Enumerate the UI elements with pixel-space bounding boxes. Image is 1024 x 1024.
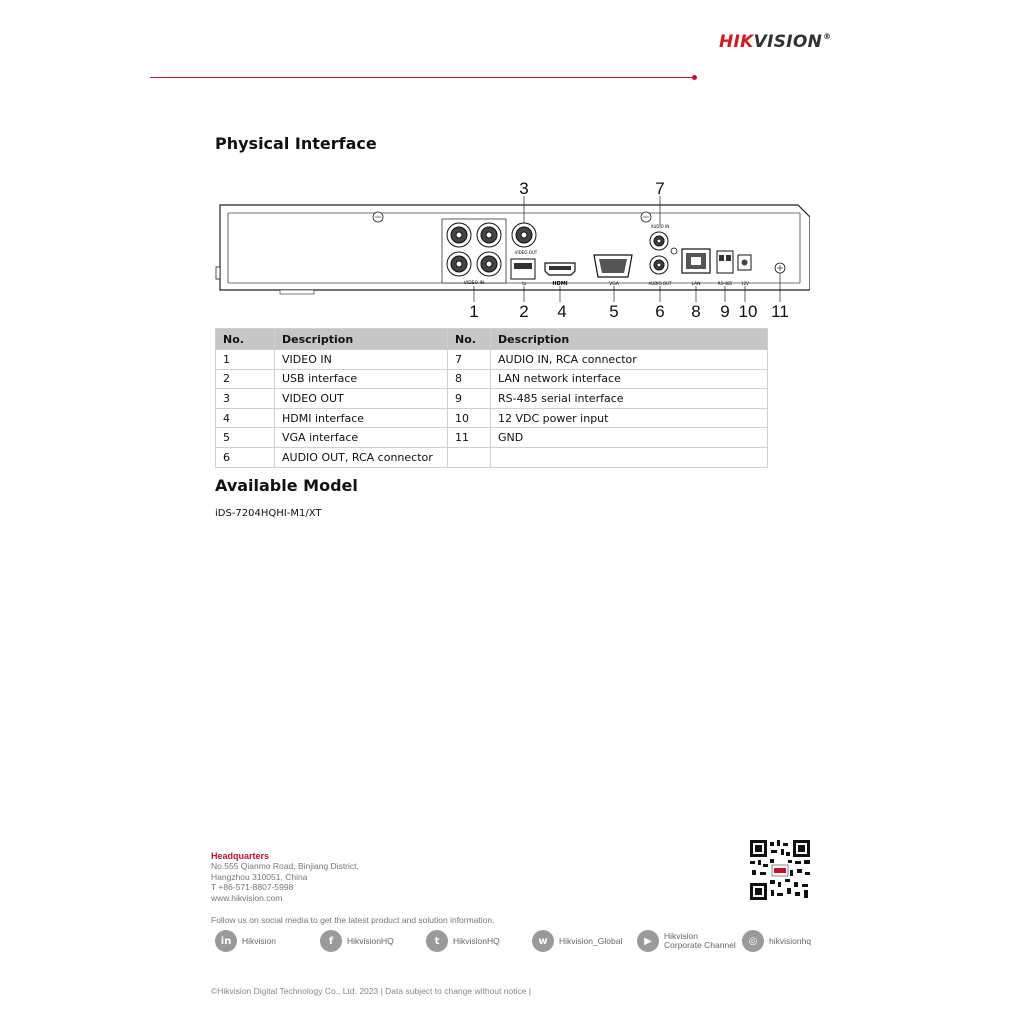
- audio-in-rca-connector: [650, 232, 668, 250]
- table-row: [216, 447, 768, 467]
- social-label: HikvisionHQ: [453, 936, 500, 946]
- cell-description: VIDEO IN: [275, 350, 448, 370]
- social-instagram[interactable]: [742, 930, 811, 952]
- hdmi-label: HDMI: [552, 281, 568, 287]
- social-label: Hikvision: [664, 931, 699, 941]
- headquarters-title: Headquarters: [211, 851, 270, 861]
- cell-no: 6: [216, 447, 275, 467]
- header-no-left: No.: [216, 329, 275, 350]
- twitter-icon: t: [426, 930, 448, 952]
- video-out-bnc-connector: [512, 223, 536, 247]
- linkedin-icon: in: [215, 930, 237, 952]
- header-description-left: Description: [275, 329, 448, 350]
- video-out-label: VIDEO OUT: [514, 250, 538, 255]
- cell-description: [491, 447, 768, 467]
- qr-code-icon: [750, 840, 810, 900]
- logo-red-part: HIK: [719, 32, 754, 52]
- model-number: iDS-7204HQHI-M1/XT: [215, 508, 322, 519]
- cell-description: GND: [491, 428, 768, 448]
- audio-out-label: AUDIO OUT: [648, 281, 672, 286]
- social-label-line2: Corporate Channel: [664, 940, 736, 950]
- cell-no: 5: [216, 428, 275, 448]
- cell-description: VIDEO OUT: [275, 389, 448, 409]
- cell-no: 7: [448, 350, 491, 370]
- physical-interface-title: Physical Interface: [215, 134, 377, 153]
- cell-description: VGA interface: [275, 428, 448, 448]
- social-facebook[interactable]: [320, 930, 394, 952]
- table-row: [216, 389, 768, 409]
- audio-out-rca-connector: [650, 256, 668, 274]
- cell-description: AUDIO OUT, RCA connector: [275, 447, 448, 467]
- cell-description: LAN network interface: [491, 369, 768, 389]
- callout-2: 2: [519, 302, 529, 321]
- cell-no: 8: [448, 369, 491, 389]
- callout-1: 1: [469, 302, 479, 321]
- available-model-title: Available Model: [215, 476, 358, 495]
- callout-4: 4: [557, 302, 567, 321]
- bottom-foot: [280, 290, 314, 294]
- cell-no: 10: [448, 408, 491, 428]
- social-label: Hikvision: [242, 936, 277, 946]
- social-youtube[interactable]: [637, 930, 736, 952]
- header-no-right: No.: [448, 329, 491, 350]
- instagram-icon: ◎: [742, 930, 764, 952]
- table-header-row: [216, 329, 768, 350]
- hq-address-line: Hangzhou 310051, China: [211, 871, 308, 882]
- facebook-icon: f: [320, 930, 342, 952]
- video-in-label: VIDEO IN: [463, 281, 485, 286]
- logo-gray-part: VISION: [753, 32, 823, 52]
- cell-no: [448, 447, 491, 467]
- social-label: hikvisionhq: [769, 936, 812, 946]
- left-foot: [216, 267, 220, 279]
- cell-description: HDMI interface: [275, 408, 448, 428]
- callout-9: 9: [720, 302, 730, 321]
- social-label: Hikvision_Global: [559, 936, 623, 946]
- logo-registered-mark: ®: [823, 32, 832, 41]
- hikvision-logo: [719, 32, 831, 52]
- cell-no: 3: [216, 389, 275, 409]
- social-linkedin[interactable]: [215, 930, 276, 952]
- cell-description: AUDIO IN, RCA connector: [491, 350, 768, 370]
- callout-5: 5: [609, 302, 619, 321]
- cell-no: 2: [216, 369, 275, 389]
- follow-us-text: Follow us on social media to get the latest product and solution information.: [211, 915, 495, 925]
- cell-description: USB interface: [275, 369, 448, 389]
- cell-description: RS-485 serial interface: [491, 389, 768, 409]
- table-row: [216, 428, 768, 448]
- hq-phone: T +86-571-8807-5998: [211, 882, 294, 892]
- rear-panel-diagram: [210, 175, 810, 323]
- social-label: HikvisionHQ: [347, 936, 394, 946]
- table-row: [216, 350, 768, 370]
- audio-small-screw: [671, 248, 677, 254]
- lan-label: LAN: [691, 282, 701, 287]
- social-wechat[interactable]: [532, 930, 622, 952]
- callout-8: 8: [691, 302, 701, 321]
- wechat-icon: w: [532, 930, 554, 952]
- audio-in-label: AUDIO IN: [650, 224, 670, 229]
- table-row: [216, 408, 768, 428]
- cell-no: 1: [216, 350, 275, 370]
- social-media-row: [215, 930, 815, 954]
- header-description-right: Description: [491, 329, 768, 350]
- callout-7: 7: [655, 179, 665, 198]
- hq-website-link[interactable]: www.hikvision.com: [211, 892, 283, 903]
- headquarters-block: [211, 851, 359, 903]
- header-divider-dot: [692, 75, 697, 80]
- cell-no: 11: [448, 428, 491, 448]
- callout-11: 11: [771, 302, 789, 321]
- cell-no: 4: [216, 408, 275, 428]
- header-divider: [150, 77, 692, 78]
- vga-label: VGA: [609, 282, 619, 287]
- copyright-text: ©Hikvision Digital Technology Co., Ltd. 2023 | Data subject to change without notice |: [211, 986, 532, 996]
- callout-10: 10: [738, 302, 758, 321]
- callout-3: 3: [519, 179, 529, 198]
- rs485-label: RS-485: [717, 281, 733, 286]
- qr-center-logo: [774, 868, 786, 873]
- hq-address-line: No.555 Qianmo Road, Binjiang District,: [211, 861, 359, 871]
- rs485-terminal: [717, 251, 733, 273]
- social-twitter[interactable]: [426, 930, 500, 952]
- callout-6: 6: [655, 302, 665, 321]
- cell-description: 12 VDC power input: [491, 408, 768, 428]
- youtube-icon: ▶: [637, 930, 659, 952]
- usb-icon: ⇆: [521, 281, 527, 287]
- interface-table: [215, 328, 768, 468]
- power-label: 12V: [741, 281, 749, 286]
- cell-no: 9: [448, 389, 491, 409]
- table-row: [216, 369, 768, 389]
